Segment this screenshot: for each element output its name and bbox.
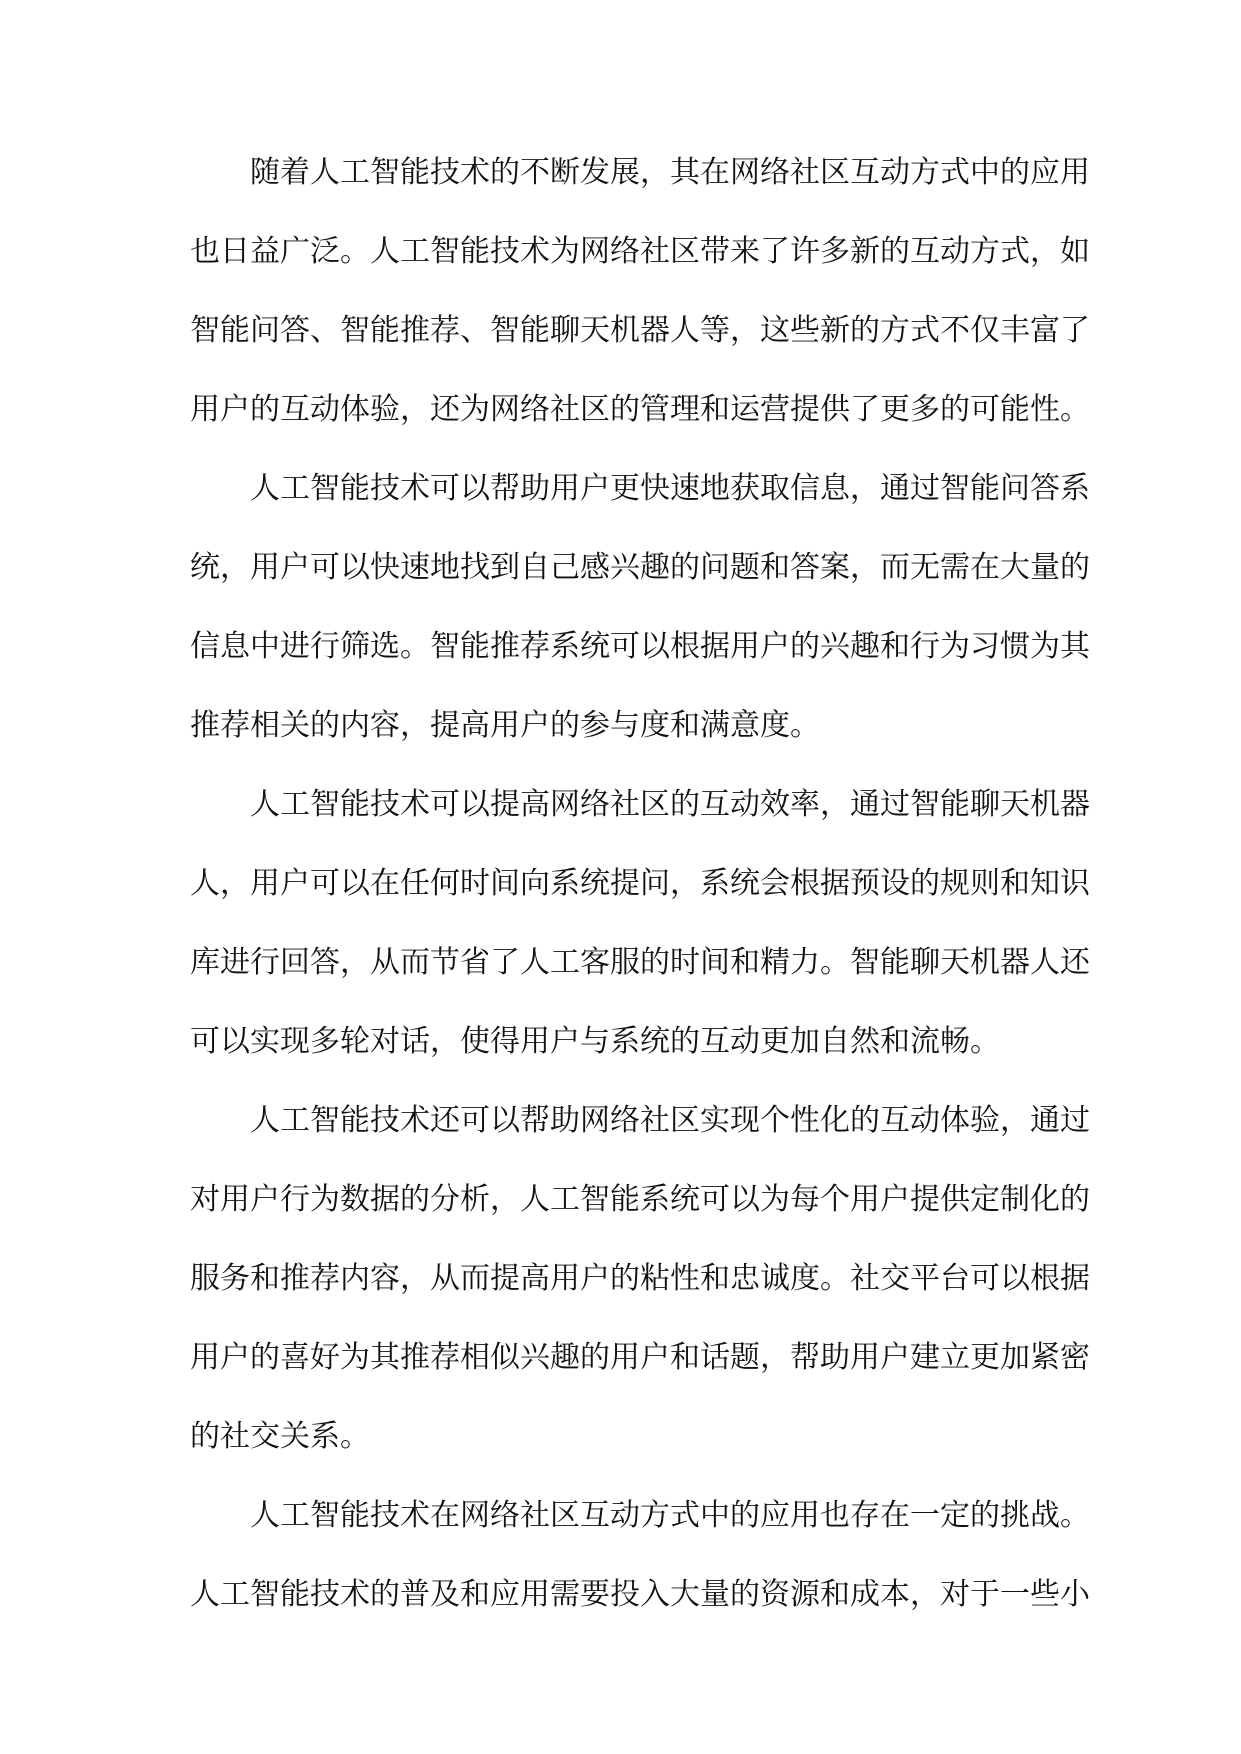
paragraph-4-line-3: 服务和推荐内容，从而提高用户的粘性和忠诚度。社交平台可以根据 — [190, 1261, 1090, 1296]
paragraph-2-line-1: 人工智能技术可以帮助用户更快速地获取信息，通过智能问答系 — [250, 471, 1090, 506]
paragraph-1-line-1: 随着人工智能技术的不断发展，其在网络社区互动方式中的应用 — [250, 155, 1090, 190]
paragraph-4-line-5: 的社交关系。 — [190, 1419, 370, 1454]
paragraph-4-line-4: 用户的喜好为其推荐相似兴趣的用户和话题，帮助用户建立更加紧密 — [190, 1340, 1090, 1375]
paragraph-3-line-4: 可以实现多轮对话，使得用户与系统的互动更加自然和流畅。 — [190, 1024, 1000, 1059]
paragraph-3-line-1: 人工智能技术可以提高网络社区的互动效率，通过智能聊天机器 — [250, 787, 1090, 822]
paragraph-4-line-1: 人工智能技术还可以帮助网络社区实现个性化的互动体验，通过 — [250, 1103, 1090, 1138]
paragraph-2-line-4: 推荐相关的内容，提高用户的参与度和满意度。 — [190, 708, 820, 743]
paragraph-4-line-2: 对用户行为数据的分析，人工智能系统可以为每个用户提供定制化的 — [190, 1182, 1090, 1217]
paragraph-1-line-3: 智能问答、智能推荐、智能聊天机器人等，这些新的方式不仅丰富了 — [190, 313, 1090, 348]
paragraph-1-line-2: 也日益广泛。人工智能技术为网络社区带来了许多新的互动方式，如 — [190, 234, 1090, 269]
paragraph-5-line-2: 人工智能技术的普及和应用需要投入大量的资源和成本，对于一些小 — [190, 1577, 1090, 1612]
paragraph-3-line-2: 人，用户可以在任何时间向系统提问，系统会根据预设的规则和知识 — [190, 866, 1090, 901]
paragraph-5-line-1: 人工智能技术在网络社区互动方式中的应用也存在一定的挑战。 — [250, 1498, 1090, 1533]
paragraph-2-line-3: 信息中进行筛选。智能推荐系统可以根据用户的兴趣和行为习惯为其 — [190, 629, 1090, 664]
paragraph-2-line-2: 统，用户可以快速地找到自己感兴趣的问题和答案，而无需在大量的 — [190, 550, 1090, 585]
paragraph-3-line-3: 库进行回答，从而节省了人工客服的时间和精力。智能聊天机器人还 — [190, 945, 1090, 980]
paragraph-1-line-4: 用户的互动体验，还为网络社区的管理和运营提供了更多的可能性。 — [190, 392, 1090, 427]
